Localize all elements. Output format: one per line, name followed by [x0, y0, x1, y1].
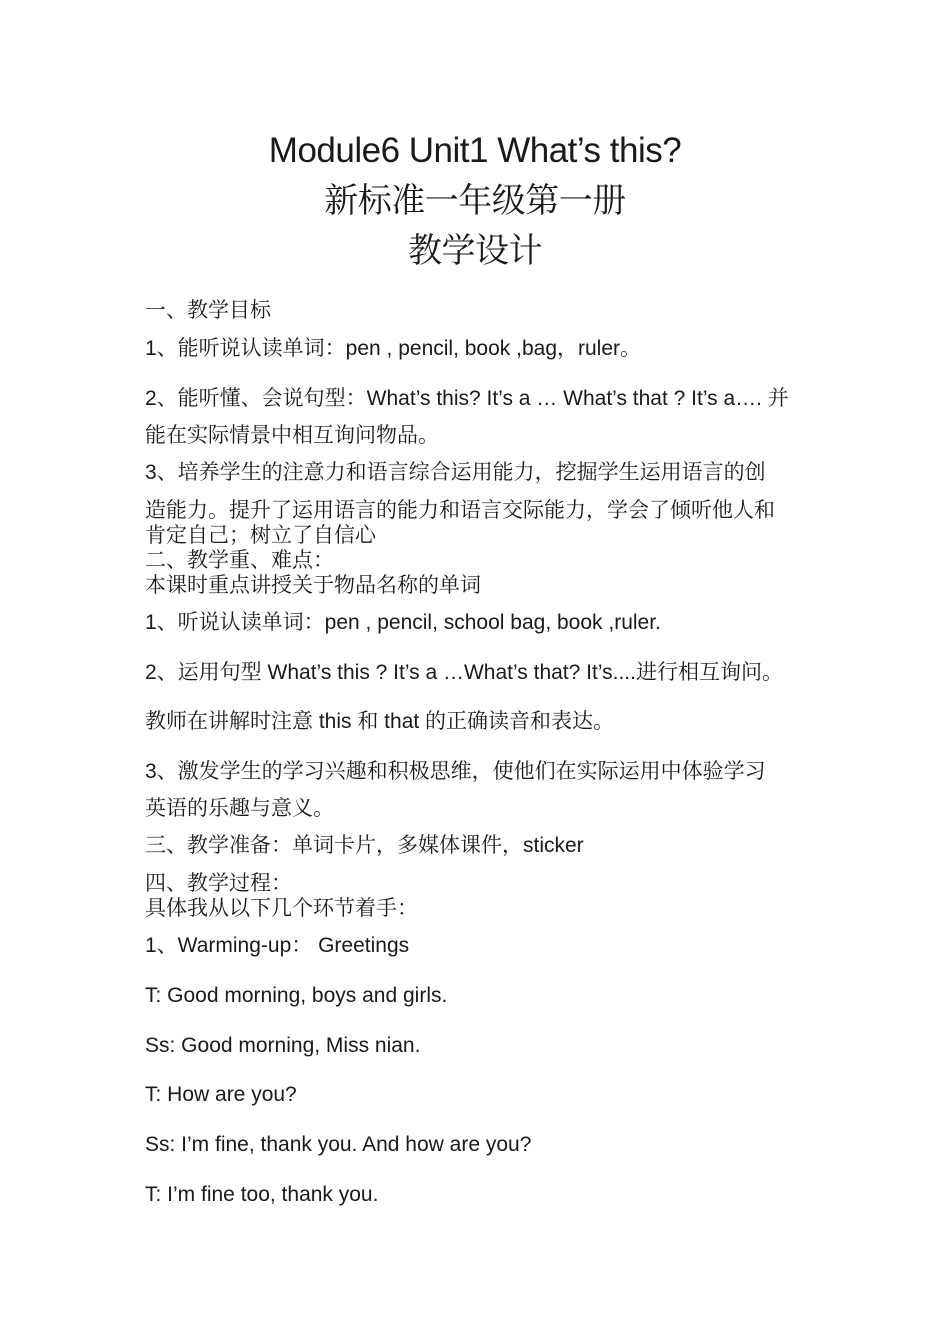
dialogue-line: T: How are you?	[145, 1083, 297, 1106]
document-title	[0, 126, 950, 276]
dialogue-line: Ss: Good morning, Miss nian.	[145, 1034, 421, 1057]
objective-item-3: 3、培养学生的注意力和语言综合运用能力，挖掘学生运用语言的创	[145, 461, 766, 484]
key-point-item-3-cont: 英语的乐趣与意义。	[145, 797, 334, 820]
dialogue-line: Ss: I’m fine, thank you. And how are you?	[145, 1133, 532, 1156]
key-point-note: 教师在讲解时注意 this 和 that 的正确读音和表达。	[145, 710, 615, 733]
process-intro: 具体我从以下几个环节着手：	[145, 897, 418, 920]
title-line-design: 教学设计	[408, 231, 542, 271]
objective-item-1: 1、能听说认读单词：pen , pencil, book ,bag，ruler。	[145, 337, 642, 360]
key-point-item-1: 1、听说认读单词：pen , pencil, school bag, book ,ruler.	[145, 611, 661, 634]
title-line-english: Module6 Unit1 What’s this?	[268, 131, 682, 170]
dialogue-line: T: I’m fine too, thank you.	[145, 1183, 379, 1206]
key-point-item-3: 3、激发学生的学习兴趣和积极思维，使他们在实际运用中体验学习	[145, 760, 766, 783]
objective-item-3-cont: 造能力。提升了运用语言的能力和语言交际能力，学会了倾听他人和	[145, 499, 775, 522]
objective-item-3-cont2: 肯定自己；树立了自信心	[145, 524, 376, 547]
dialogue-line: T: Good morning, boys and girls.	[145, 984, 448, 1007]
key-point-item-2: 2、运用句型 What’s this ? It’s a …What’s that? It’s....进行相互询问。	[145, 661, 783, 684]
section-heading-key-points: 二、教学重、难点：	[145, 549, 334, 572]
objective-item-2-cont: 能在实际情景中相互询问物品。	[145, 424, 439, 447]
title-line-textbook: 新标准一年级第一册	[324, 181, 626, 221]
section-heading-objectives: 一、教学目标	[145, 299, 271, 322]
objective-item-2: 2、能听懂、会说句型：What’s this? It’s a … What’s that ? It’s a…. 并	[145, 387, 789, 410]
section-heading-preparation: 三、教学准备：单词卡片，多媒体课件，sticker	[145, 834, 584, 857]
key-points-intro: 本课时重点讲授关于物品名称的单词	[145, 574, 481, 597]
process-step-warming-up: 1、Warming-up： Greetings	[145, 934, 410, 957]
section-heading-process: 四、教学过程：	[145, 872, 292, 895]
